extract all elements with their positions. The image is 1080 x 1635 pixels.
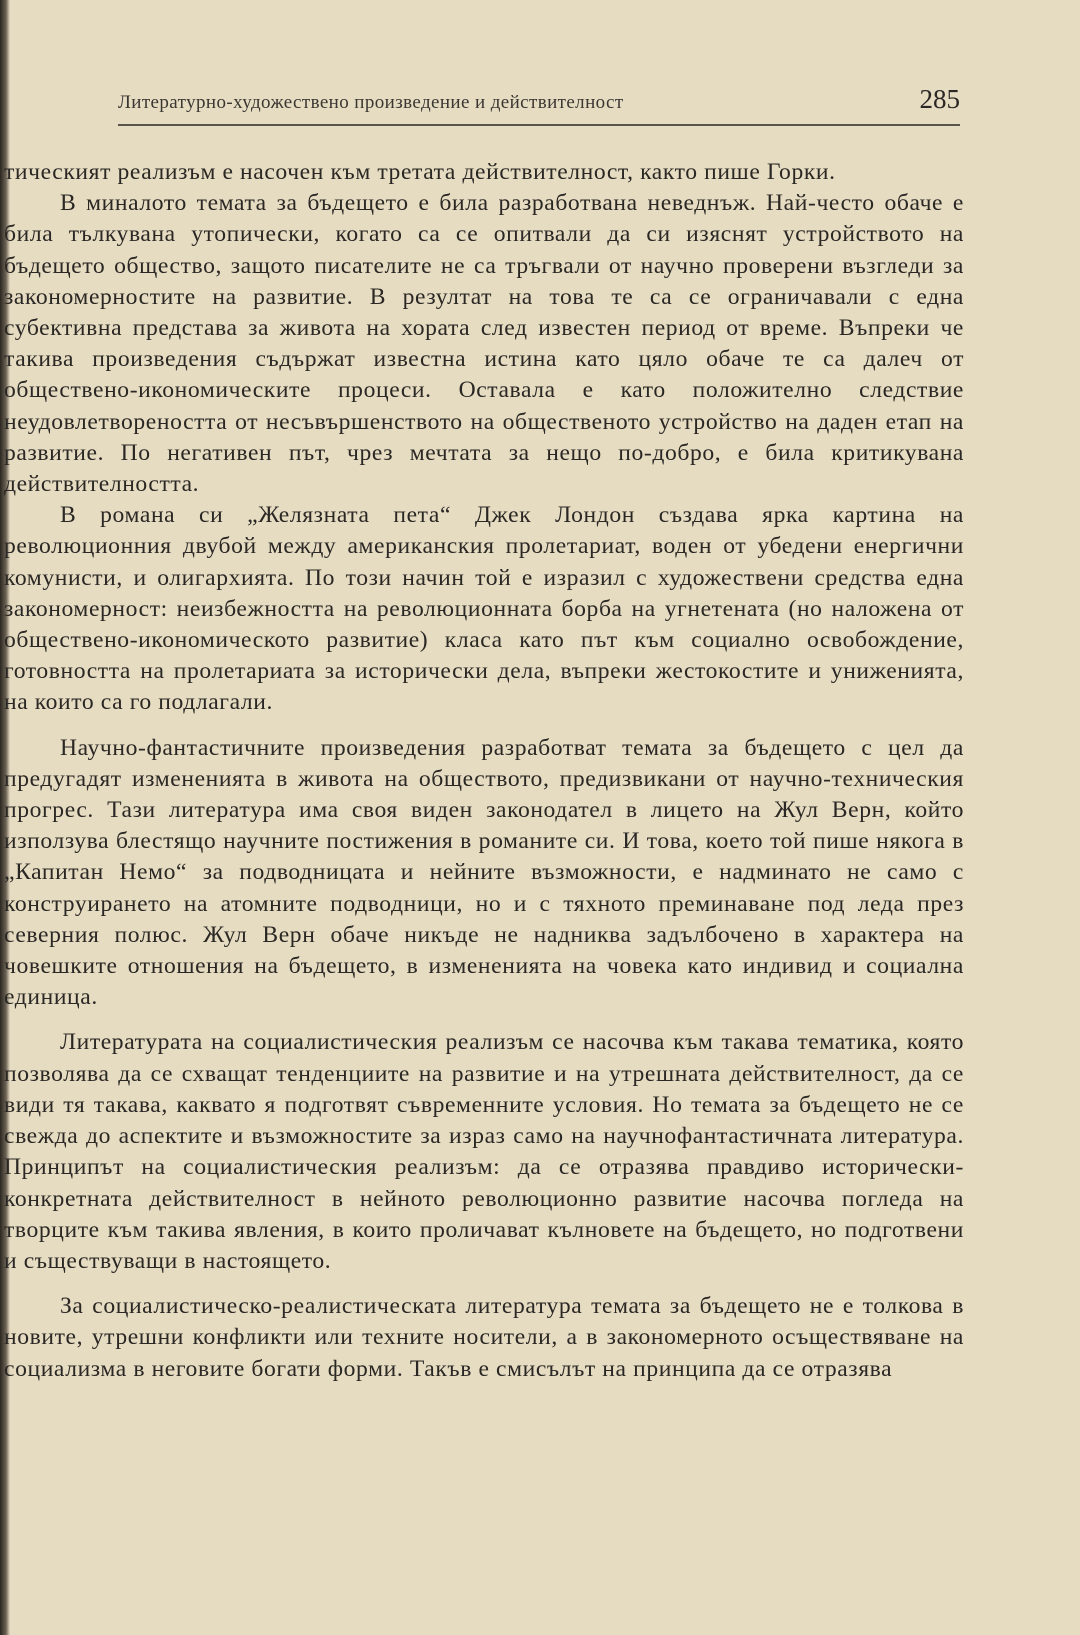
paragraph: Научно-фантастичните произведения разработват темата за бъдещето с цел да предугадят измененията в живота на обществото, предизвикани от научно-техническия прогрес. Тази литература има своя виден законодател в лицето на Жул Верн, който използува блестящо научните постижения в романите си. И това, което той пише някога в „Капитан Немо“ за подводницата и нейните възможности, е надминато не само с конструирането на атомните подводници, но и с тяхното преминаване под леда през северния полюс. Жул Верн обаче никъде не надниква задълбочено в характера на човешките отношения на бъдещето, в измененията на човека като индивид и социална единица. [4,734,964,1011]
page-header [118,86,960,126]
page-number: 285 [919,84,960,114]
paragraph: В миналото темата за бъдещето е била разработвана неведнъж. Най-често обаче е била тълкувана утопически, когато са се опитвали да си изяснят устройството на бъдещето общество, защото писателите не са тръгвали от научно проверени възгледи за закономерностите на развитие. В резултат на това те са се ограничавали с една субективна представа за живота на хората след известен период от време. Въпреки че такива произведения съдържат известна истина като цяло обаче те са далеч от обществено-икономическите процеси. Оставала е като положително следствие неудовлетвореността от несъвършенството на общественото устройство на даден етап на развитие. По негативен път, чрез мечтата за нещо по-добро, е била критикувана действителността. [4,190,964,498]
paragraph: За социалистическо-реалистическата литература темата за бъдещето не е толкова в новите, утрешни конфликти или техните носители, а в закономерното осъществяване на социализма в неговите богати форми. Такъв е смисълът на принципа да се отразява [4,1293,964,1382]
paragraph: В романа си „Желязната пета“ Джек Лондон създава ярка картина на революционния двубой между американския пролетариат, воден от убедени енергични комунисти, и олигархията. По този начин той е изразил с художествени средства една закономерност: неизбежността на революционната борба на угнетената (но наложена от обществено-икономическото развитие) класа като път към социално освобождение, готовността на пролетариата за исторически дела, въпреки жестокостите и униженията, на които са го подлагали. [4,502,964,716]
header-rule [118,124,960,126]
paragraph: Литературата на социалистическия реализъм се насочва към такава тематика, която позволява да се схващат тенденциите на развитие и на утрешната действителност, да се види тя такава, каквато я подготвят съвременните условия. Но темата за бъдещето не се свежда до аспектите и възможностите за израз само на научнофантастичната литература. Принципът на социалистическия реализъм: да се отразява правдиво исторически-конкретната действителност в нейното революционно развитие насочва погледа на творците към такива явления, в които проличават кълновете на бъдещето, но подготвени и съществуващи в настоящето. [4,1029,964,1274]
paragraph: тическият реализъм е насочен към третата действителност, както пише Горки. [4,159,836,185]
running-title: Литературно-художествено произведение и действителност [118,92,624,113]
body-text [4,157,964,1385]
